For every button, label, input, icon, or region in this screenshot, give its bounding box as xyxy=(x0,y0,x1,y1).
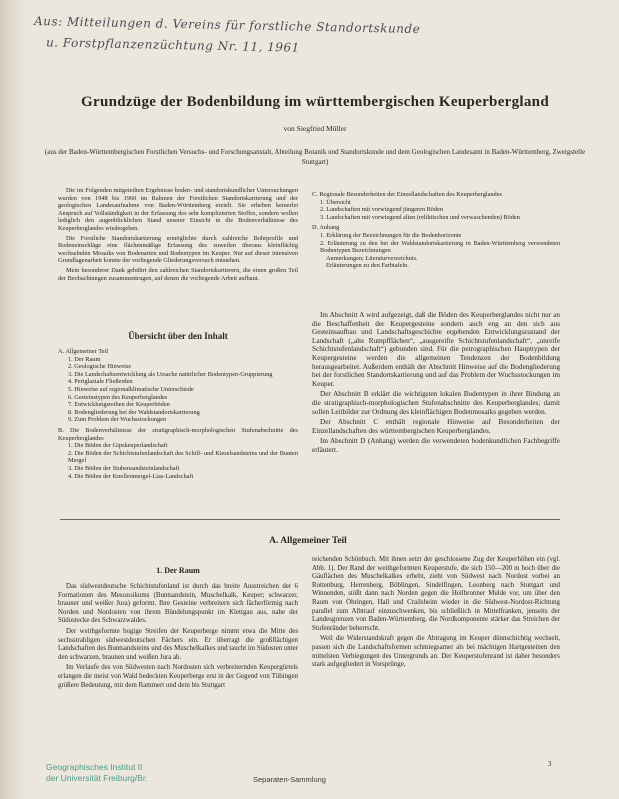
toc-heading: Übersicht über den Inhalt xyxy=(128,331,228,341)
toc-section-a: A. Allgemeiner Teil xyxy=(58,348,108,355)
article-title: Grundzüge der Bodenbildung im württembergischen Keuperbergland xyxy=(81,94,549,110)
toc-item: 2. Erläuterung zu den bei der Waldstandortskartierung in Baden-Württemberg verwendeten Bodentypen Bezeichnungen xyxy=(320,239,560,255)
section-heading: A. Allgemeiner Teil xyxy=(269,536,347,546)
toc-item: 3. Die Landschaftsentwicklung als Ursache natürlicher Bodentypen-Gruppierung xyxy=(68,370,273,378)
library-stamp xyxy=(46,762,148,784)
summary-column xyxy=(312,311,560,457)
toc-item: 2. Geologische Hinweise xyxy=(68,363,132,371)
toc-list xyxy=(58,348,298,480)
toc-item: 3. Landschaften mit vorwiegend alten (reliktischen und verwaschenden) Böden xyxy=(320,213,520,221)
toc-section-d: D. Anhang xyxy=(312,224,340,232)
toc-item: 4. Periglaziale Fließerden xyxy=(68,378,133,386)
toc-item: 5. Hinweise auf regionalklimatische Unterschiede xyxy=(68,385,194,393)
toc-item: 1. Übersicht xyxy=(320,198,351,206)
toc-section-b: B. Die Bodenverhältnisse der stratigraphisch-morphologischen Stufenabschnitte des Keuperberglandes xyxy=(58,426,298,442)
body-paragraph: Weil die Widerstandskraft gegen die Abtragung im Keuper dünnschichtig wechselt, passen sich die Landschaftsformen schmiegsamer als bei mächtigen Hartgesteinen den mittelsten Verbiegungen des Untergrunds an. Der Keuperstufenrand ist daher besonders stark aufgegliedert in Vorsprünge, xyxy=(312,635,560,669)
toc-section-c: C. Regionale Besonderheiten der Einzellandschaften des Keuperberglandes xyxy=(312,191,502,198)
body-paragraph: Im Verlaufe des von Südwesten nach Nordosten sich verbreiternden Keupergürtels erlangen die meist von Wald bedeckten Keuperberge erst in der Gegend von Tübingen größere Bedeutung, mit dem Rammert und dem bis Stuttgart xyxy=(58,664,298,689)
intro-column xyxy=(58,187,298,284)
toc-item: 2. Landschaften mit vorwiegend jüngeren Böden xyxy=(320,206,444,214)
handwritten-note-line2: u. Forstpflanzenzüchtung Nr. 11, 1961 xyxy=(45,35,300,55)
body-paragraph: reichenden Schönbuch. Mit ihnen setzt der geschlossene Zug der Keuperhöhen ein (vgl. Abb. 1). Der Rand der weithgeformten Keuperstufe, die sich 150—200 m hoch über die Gäuflächen des Muschelkalkes erhebt, zieht von Südwest nach Nordost vorbei an Rottenburg, Herrenberg, Böblingen, Sindelfingen, Leonberg nach Stuttgart und Winnenden, stößt dann nach Norden gegen die Heilbronner Mulde vor, um über den Raum von Öhringen, Hall und Crailsheim wieder in die Südwest-Nordost-Richtung parallel zum Albtrauf einzuschwenken, bis schließlich in Mittelfranken, jenseits der Landesgrenzen von Baden-Württemberg, die Nordkomponente stärker das Streichen der Stufenränder beherrscht. xyxy=(312,556,560,632)
toc-item: Erläuterungen zu den Farbtafeln. xyxy=(326,262,409,270)
toc-continued xyxy=(312,191,560,270)
toc-item: 1. Die Böden der Gipskeuperlandschaft xyxy=(68,442,168,450)
summary-paragraph: Der Abschnitt C enthält regionale Hinweise auf Besonderheiten der Einzellandschaften des württembergischen Keuperberglandes. xyxy=(312,418,560,435)
body-column-right xyxy=(312,556,560,672)
body-paragraph: Der weithgeformte bogige Streifen der Keuperberge nimmt etwa die Mitte des sechsstrahligen südwestdeutschen Fächers ein. Er überragt die großflächigen Landschaften des Buntsandsteins und des Muschelkalkes und taucht im Südosten unter den schwarzen, braunen und weißen Jura ab. xyxy=(58,627,298,661)
stamp-line: Geographisches Institut II xyxy=(46,762,143,772)
article-affiliation: (aus der Baden-Württembergischen Forstlichen Versuchs- und Forschungsanstalt, Abteilung Botanik und Standortskunde und dem Geologischen Landesamt in Baden-Württemberg, Zweigstelle Stuttgart) xyxy=(44,148,586,166)
subsection-heading: 1. Der Raum xyxy=(156,566,200,575)
toc-item: 1. Erklärung der Bezeichnungen für die Bodenhorizonte xyxy=(320,231,462,239)
toc-item: 6. Gesteinstypen des Keuperberglandes xyxy=(68,393,168,401)
toc-item: 4. Die Böden der Knollenmergel-Lias-Landschaft xyxy=(68,472,194,480)
handwritten-note-line1: Aus: Mitteilungen d. Vereins für forstliche Standortskunde xyxy=(33,13,421,37)
summary-paragraph: Im Abschnitt D (Anhang) werden die verwendeten bodenkundlichen Fachbegriffe erläutert. xyxy=(312,437,560,454)
intro-paragraph: Mein besonderer Dank gebührt den zahlreichen Standortskartierern, die einen großen Teil der Beobachtungen zusammentrugen, auf denen die vorliegende Arbeit aufbaut. xyxy=(58,266,298,282)
intro-paragraph: Die im Folgenden mitgeteilten Ergebnisse boden- und standortskundlicher Untersuchungen wurden von 1948 bis 1960 im Rahmen der Forstlichen Standortskartierung und der geologischen Landesaufnahme von Baden-Württemberg erzielt. Sie erheben keinerlei Anspruch auf Vollständigkeit in der Erfassung des sehr komplizierten Stoffes, sondern wollen lediglich den augenblicklichen Stand unserer Einsicht in die Bodenverhältnisse des Keuperberglandes wiedergeben. xyxy=(58,187,298,232)
toc-item: 2. Die Böden der Schichtstufenlandschaft des Schilf- und Kieselsandsteins und der Bunten Mergel xyxy=(68,449,298,465)
summary-paragraph: Im Abschnitt A wird aufgezeigt, daß die Böden des Keuperberglandes nicht nur an die Beschaffenheit der Keupergesteine sondern auch eng an den sich aus Gesteinsaufbau und Landschaftsgeschichte ergebenden Entwicklungszustand der Landschaft („alte Rumpfflächen“, „ausgereifte Schichtstufenlandschaft“, „unreife Schichtstufenlandschaft“) gebunden sind. Für die petrographischen Haupttypen der Keupergesteine werden die allgemeinen Tendenzen der Bodenbildung herausgearbeitet. Außerdem enthält der Abschnitt Hinweise auf die Bodengliederung bei der forstlichen Standortskartierung und auf das Problem der Wuchsstockungen im Keuper. xyxy=(312,311,560,388)
summary-paragraph: Der Abschnitt B erklärt die wichtigsten lokalen Bodentypen in ihrer Bindung an die stratigraphisch-morphologischen Stufenabschnitte des Keuperberglandes; damit sollen Leitbilder zur Ordnung des kleinflächigen Bodenmosaiks gegeben werden. xyxy=(312,390,560,416)
stamp-line: der Universität Freiburg/Br. xyxy=(46,773,148,783)
separaten-label: Separaten-Sammlung xyxy=(253,775,326,784)
intro-paragraph: Die Forstliche Standortskartierung ermöglichte durch zahlreiche Bohrprofile und Bodeneinschläge eine flächenmäßige Erfassung des zuweilen überaus kleinflächig wechselnden Mosaiks von Bodenarten und Bodentypen im Keuper. Nur auf dieser intensiven Grundlagenarbeit konnte der vorliegende Gliederungsversuch entstehen. xyxy=(58,234,298,265)
section-divider xyxy=(60,519,560,520)
toc-item: 7. Entwicklungsreihen der Keuperböden xyxy=(68,401,170,409)
toc-item: 3. Die Böden der Stubensandsteinlandschaft xyxy=(68,464,180,472)
toc-item: Anmerkungen; Literaturverzeichnis. xyxy=(326,254,418,262)
toc-item: 1. Der Raum xyxy=(68,355,101,363)
toc-item: 8. Bodengliederung bei der Waldstandortskartierung xyxy=(68,408,200,416)
page-fold-shadow xyxy=(0,0,26,799)
toc-item: 9. Zum Problem der Wuchsstockungen xyxy=(68,416,167,424)
body-column-left xyxy=(58,583,298,692)
page-number: 3 xyxy=(548,760,552,768)
article-author: von Siegfried Müller xyxy=(283,124,347,133)
body-paragraph: Das südwestdeutsche Schichtstufenland ist durch das breite Ausstreichen der 6 Formationen des Mesozoikums (Buntsandstein, Muschelkalk, Keuper; schwarzer, brauner und weißer Jura) geformt. Ihre Gesteine verbreitern sich fächerförmig nach Norden und Nordosten von ihrem Bündelungspunkt im Klettgau aus, nahe der Südostecke des Schwarzwaldes. xyxy=(58,583,298,625)
